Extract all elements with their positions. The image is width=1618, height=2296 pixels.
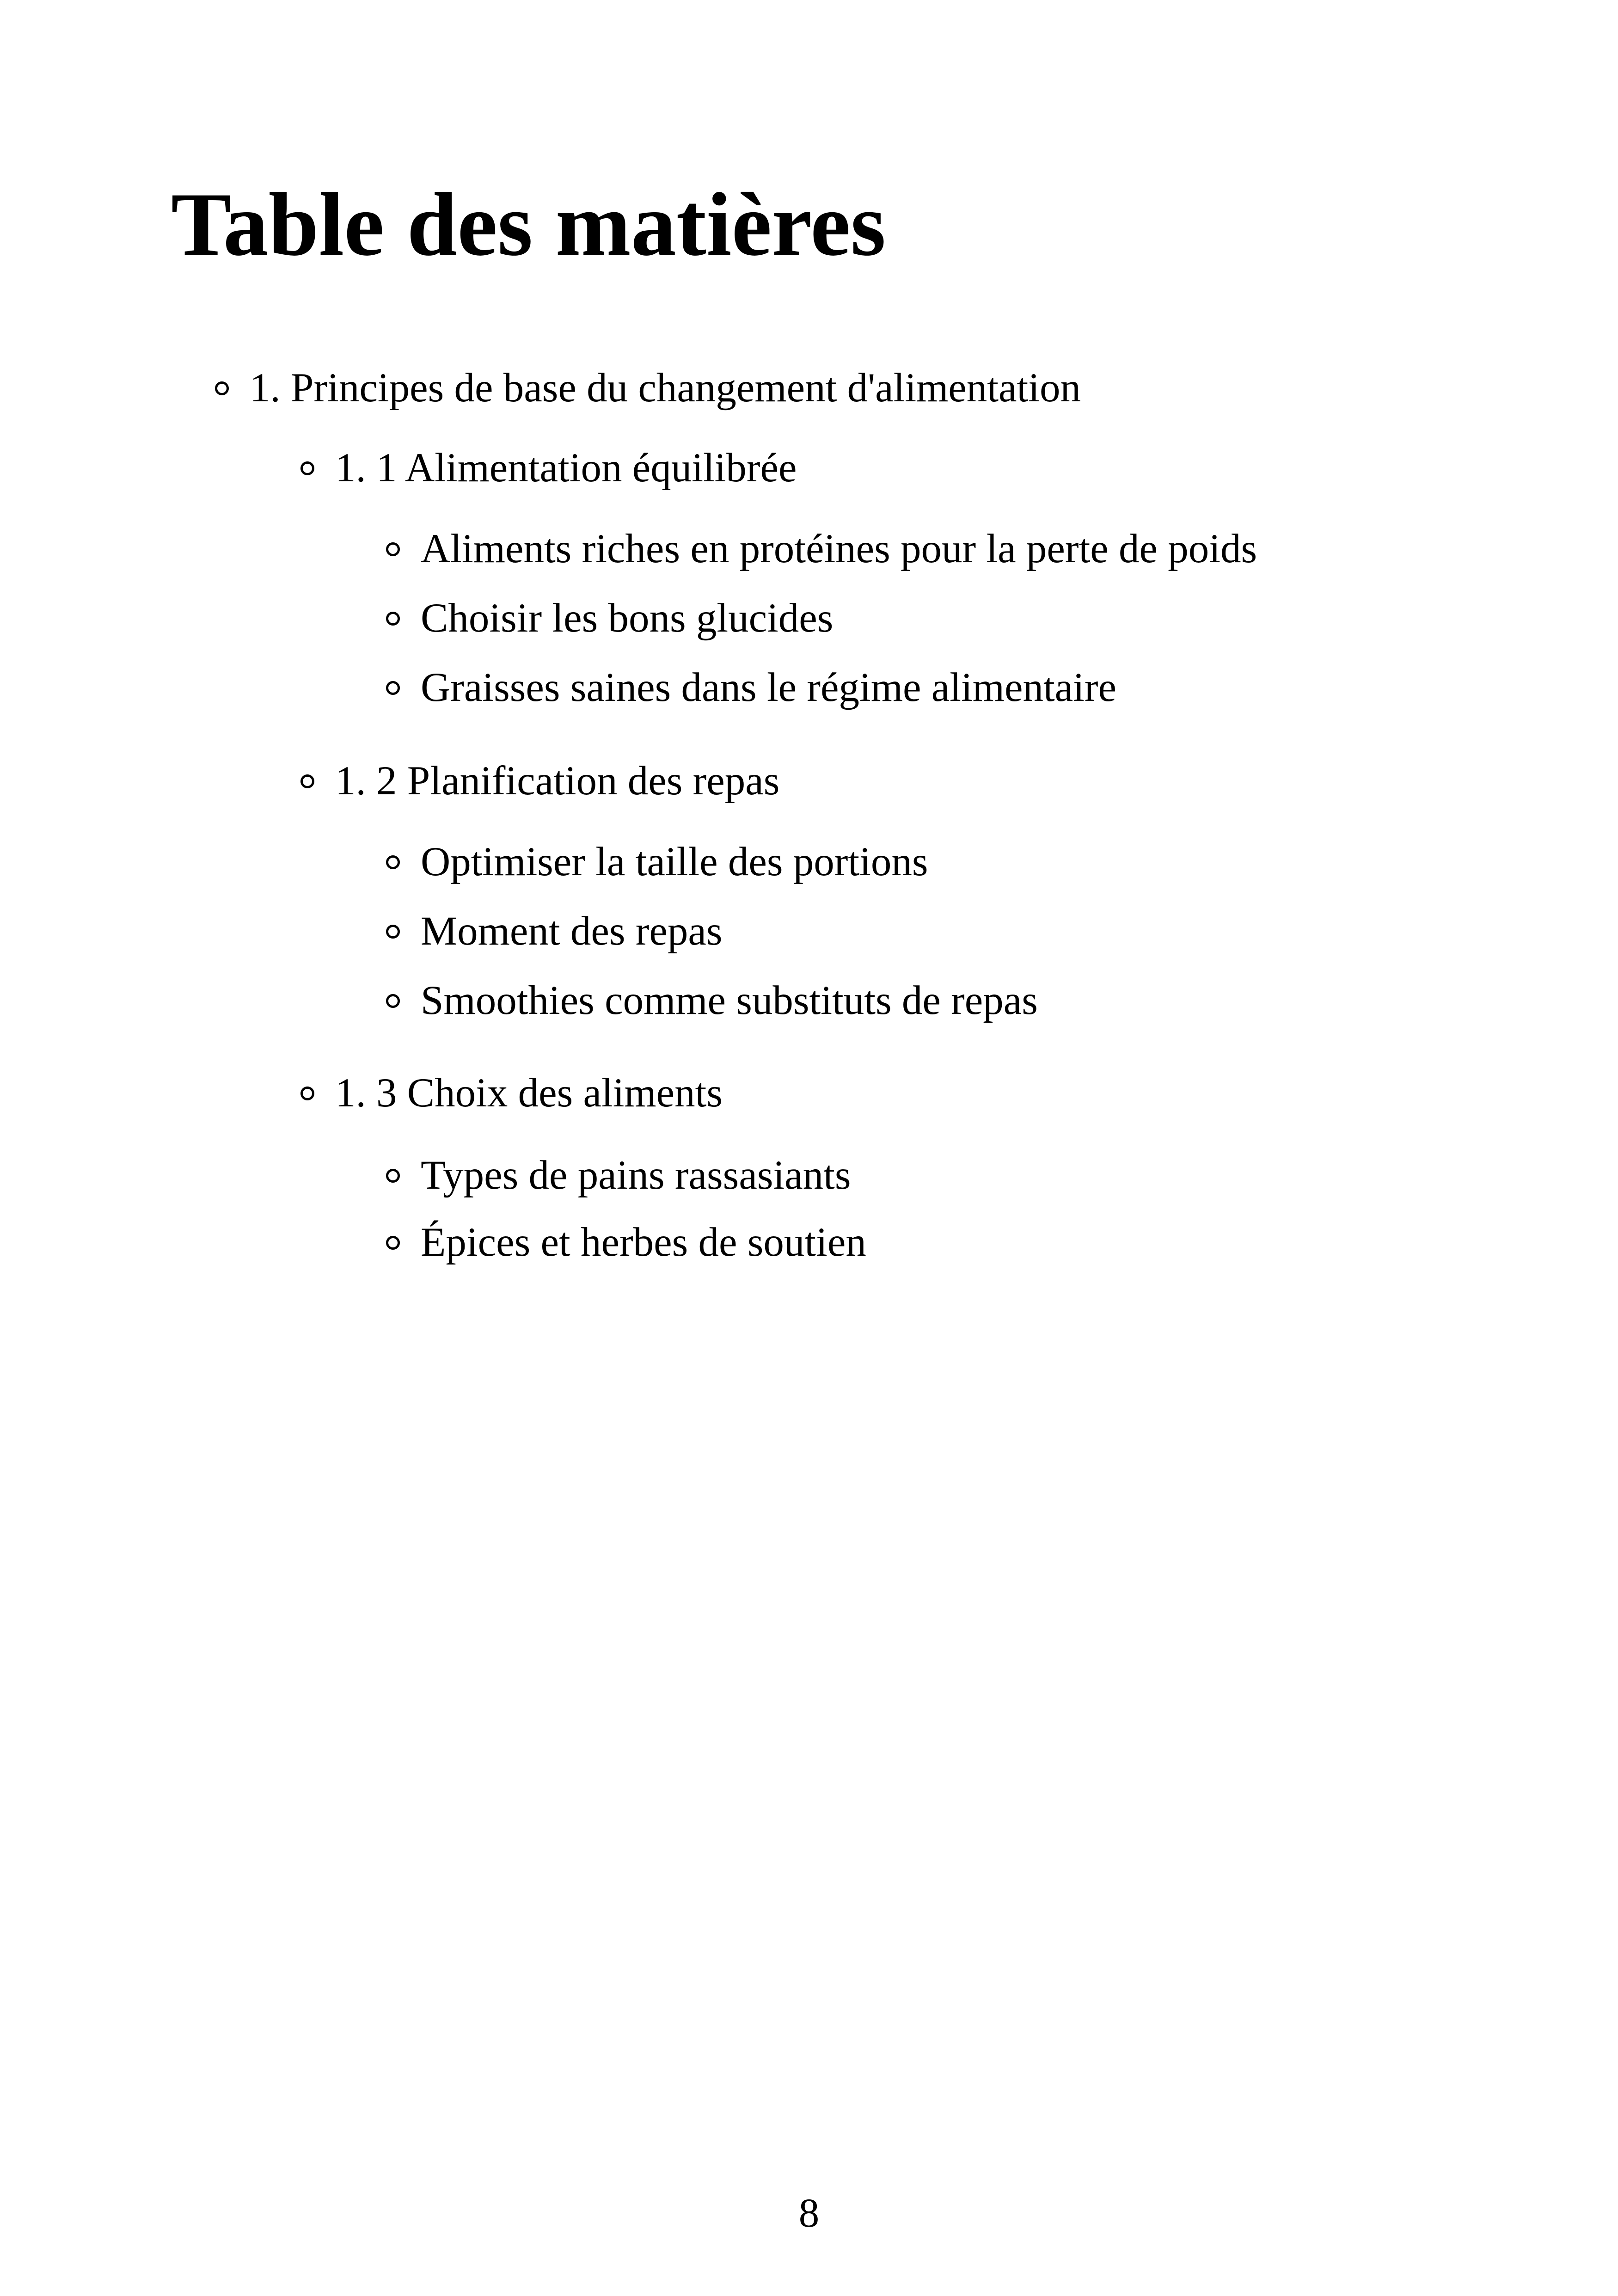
circle-bullet-icon (300, 1087, 314, 1100)
toc-item[interactable] (386, 595, 834, 641)
toc-item-label: Aliments riches en protéines pour la perte de poids (421, 526, 1257, 571)
toc-item-label: Épices et herbes de soutien (421, 1220, 866, 1265)
toc-section-1-2[interactable] (300, 758, 780, 804)
toc-item[interactable] (386, 667, 1116, 708)
toc-item[interactable] (386, 841, 928, 883)
toc-item-label: Choisir les bons glucides (421, 595, 834, 641)
circle-bullet-icon (300, 461, 314, 475)
toc-item-label: Optimiser la taille des portions (421, 839, 928, 884)
toc-section-1-3[interactable] (300, 1070, 723, 1116)
circle-bullet-icon (215, 381, 229, 395)
toc-item[interactable] (386, 980, 1038, 1021)
toc-item-label: Types de pains rassasiants (421, 1153, 851, 1198)
circle-bullet-icon (386, 681, 400, 695)
toc-item[interactable] (386, 528, 1257, 570)
circle-bullet-icon (386, 1236, 400, 1250)
page-title: Table des matières (171, 174, 886, 275)
toc-item[interactable] (386, 1222, 866, 1263)
toc-section-label: 1. 3 Choix des aliments (335, 1070, 723, 1116)
page-number: 8 (798, 2191, 820, 2236)
circle-bullet-icon (386, 542, 400, 556)
toc-chapter-1[interactable] (215, 365, 1081, 411)
toc-item-label: Smoothies comme substituts de repas (421, 978, 1038, 1023)
toc-chapter-label: 1. Principes de base du changement d'alimentation (250, 365, 1081, 411)
toc-section-label: 1. 1 Alimentation équilibrée (335, 445, 797, 491)
toc-item[interactable] (386, 911, 723, 952)
toc-section-label: 1. 2 Planification des repas (335, 758, 780, 804)
circle-bullet-icon (386, 1169, 400, 1183)
circle-bullet-icon (386, 612, 400, 626)
toc-section-1-1[interactable] (300, 445, 797, 491)
toc-item-label: Graisses saines dans le régime alimentaire (421, 665, 1117, 710)
circle-bullet-icon (300, 774, 314, 788)
toc-item-label: Moment des repas (421, 909, 723, 954)
circle-bullet-icon (386, 855, 400, 869)
circle-bullet-icon (386, 925, 400, 939)
toc-item[interactable] (386, 1155, 851, 1196)
circle-bullet-icon (386, 994, 400, 1008)
